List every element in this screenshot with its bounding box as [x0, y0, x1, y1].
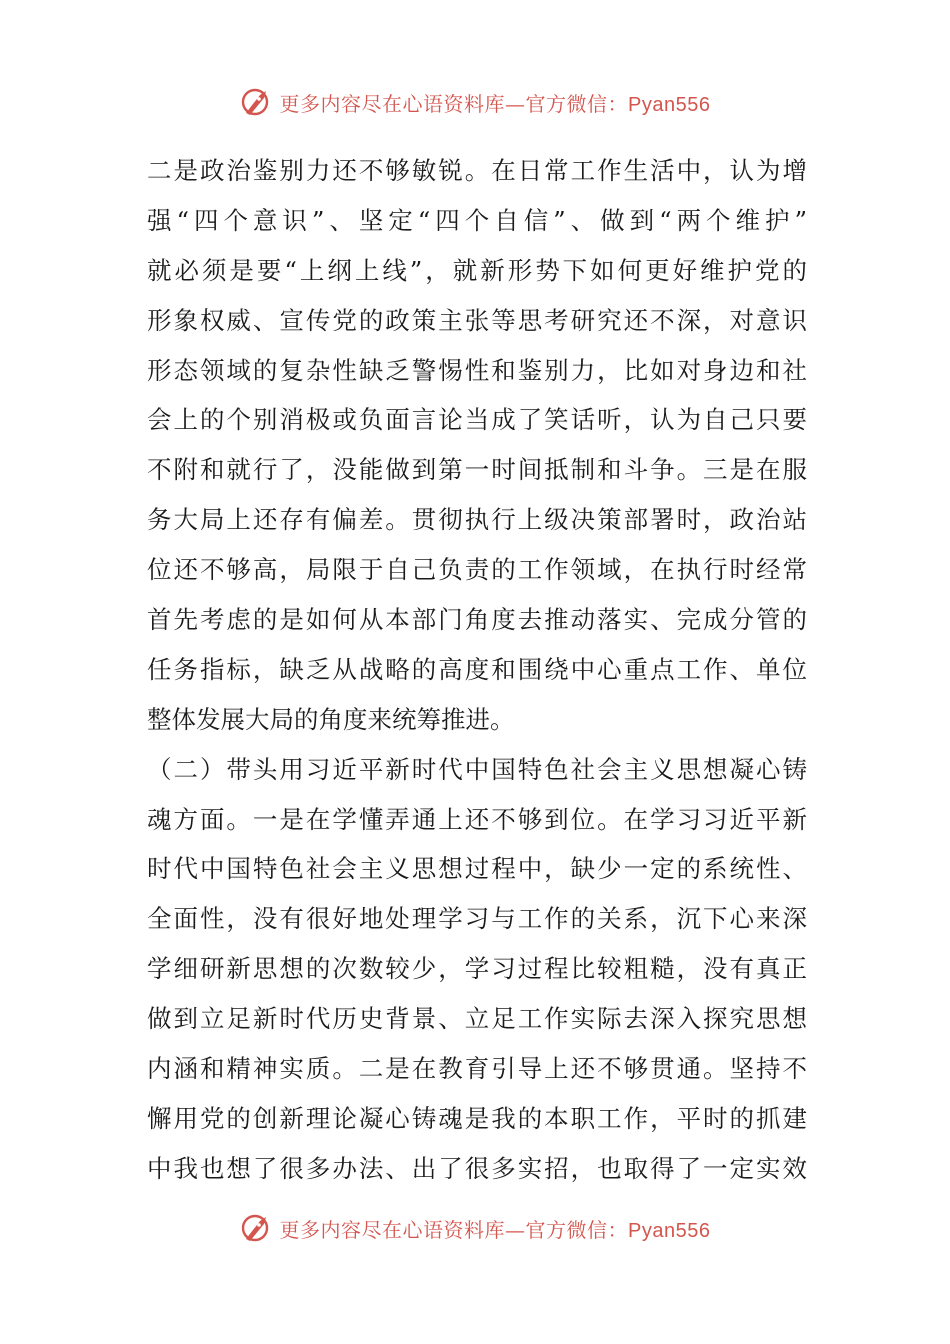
body-line: 全面性，没有很好地处理学习与工作的关系，沉下心来深 [147, 904, 807, 934]
body-line: 学细研新思想的次数较少，学习过程比较粗糙，没有真正 [147, 954, 807, 984]
body-line: 就必须是要“上纲上线”，就新形势下如何更好维护党的 [147, 255, 807, 285]
body-line: 务大局上还存有偏差。贯彻执行上级决策部署时，政治站 [147, 505, 807, 535]
body-line: 懈用党的创新理论凝心铸魂是我的本职工作，平时的抓建 [147, 1103, 807, 1133]
body-line: 形象权威、宣传党的政策主张等思考研究还不深，对意识 [147, 305, 807, 335]
document-body [147, 146, 807, 1194]
footer-banner [0, 1208, 950, 1248]
body-line: 不附和就行了，没能做到第一时间抵制和斗争。三是在服 [147, 455, 807, 485]
footer-wechat-id: Pyan556 [628, 1219, 711, 1242]
body-line: 形态领域的复杂性缺乏警惕性和鉴别力，比如对身边和社 [147, 355, 807, 385]
body-line: 会上的个别消极或负面言论当成了笑话听，认为自己只要 [147, 405, 807, 435]
body-line: （二）带头用习近平新时代中国特色社会主义思想凝心铸 [147, 754, 807, 784]
body-line: 位还不够高，局限于自己负责的工作领域，在执行时经常 [147, 555, 807, 585]
body-line: 任务指标，缺乏从战略的高度和围绕中心重点工作、单位 [147, 654, 807, 684]
body-line: 中我也想了很多办法、出了很多实招，也取得了一定实效 [147, 1153, 807, 1183]
body-line: 做到立足新时代历史背景、立足工作实际去深入探究思想 [147, 1004, 807, 1034]
header-banner-text: 更多内容尽在心语资料库—官方微信：Pyan556 [279, 91, 711, 116]
body-line: 二是政治鉴别力还不够敏锐。在日常工作生活中，认为增 [147, 156, 807, 185]
body-line: 整体发展大局的角度来统筹推进。 [147, 704, 515, 734]
footer-banner-text: 更多内容尽在心语资料库—官方微信：Pyan556 [279, 1217, 711, 1242]
body-line: 强“四个意识”、坚定“四个自信”、做到“两个维护” [147, 205, 807, 235]
body-line: 魂方面。一是在学懂弄通上还不够到位。在学习习近平新 [147, 804, 807, 834]
body-line: 内涵和精神实质。二是在教育引导上还不够贯通。坚持不 [147, 1054, 807, 1084]
pen-nib-logo-icon [240, 85, 274, 119]
header-wechat-id: Pyan556 [628, 93, 711, 116]
body-line: 时代中国特色社会主义思想过程中，缺少一定的系统性、 [147, 854, 807, 884]
pen-nib-logo-icon [240, 1211, 274, 1245]
body-line: 首先考虑的是如何从本部门角度去推动落实、完成分管的 [147, 605, 807, 635]
header-banner [0, 82, 950, 122]
